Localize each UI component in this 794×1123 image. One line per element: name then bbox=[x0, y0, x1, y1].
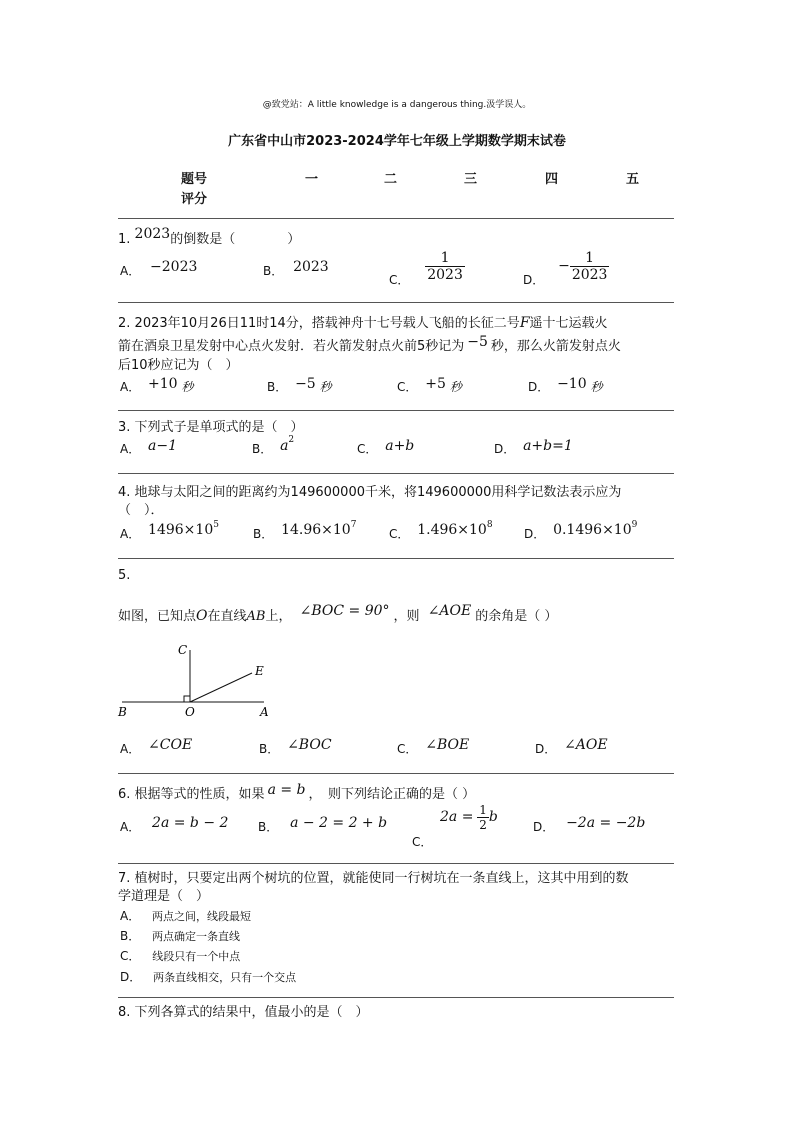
option-b[interactable]: B． −5 秒 bbox=[267, 376, 332, 394]
option-a[interactable]: A． $1496\times 10^5$ bbox=[120, 520, 219, 541]
score-label-score: 评分 bbox=[181, 192, 208, 207]
question-stem: 的倒数是（ ） bbox=[170, 232, 301, 247]
divider bbox=[118, 473, 674, 474]
option-c[interactable]: C． 线段只有一个中点 bbox=[120, 949, 241, 963]
option-d[interactable]: D． a+b=1 bbox=[494, 438, 573, 456]
score-col-3: 三 bbox=[464, 172, 478, 187]
option-c[interactable]: C． 2a = $\frac{1}{2}$ b bbox=[412, 803, 498, 849]
option-a[interactable]: A． a−1 bbox=[120, 438, 178, 456]
page-title: 广东省中山市2023-2024学年七年级上学期数学期末试卷 bbox=[228, 134, 566, 149]
option-a[interactable]: A． −2023 bbox=[120, 259, 198, 278]
option-d[interactable]: D． − $\frac{1}{2023}$ bbox=[523, 250, 608, 287]
divider bbox=[118, 218, 674, 219]
option-d[interactable]: D． −2a = −2b bbox=[533, 815, 646, 834]
option-a[interactable]: A． 两点之间，线段最短 bbox=[120, 909, 252, 923]
score-col-5: 五 bbox=[626, 172, 640, 187]
option-c[interactable]: C． ∠BOE bbox=[397, 737, 470, 756]
option-b[interactable]: B． a − 2 = 2 + b bbox=[258, 815, 388, 834]
right-angle-mark bbox=[184, 696, 190, 702]
divider bbox=[118, 302, 674, 303]
option-b[interactable]: B． ∠BOC bbox=[259, 737, 332, 756]
option-c[interactable]: C． $1.496\times 10^8$ bbox=[389, 520, 493, 541]
question-number: 1. bbox=[118, 232, 131, 247]
option-b[interactable]: B． $14.96\times 10^7$ bbox=[253, 520, 357, 541]
ray-oe bbox=[190, 673, 252, 702]
label-o: O bbox=[185, 705, 195, 719]
divider bbox=[118, 410, 674, 411]
option-a[interactable]: A． +10 秒 bbox=[120, 376, 194, 394]
option-c[interactable]: C． +5 秒 bbox=[397, 376, 462, 394]
question-math: 2023 bbox=[134, 226, 171, 242]
score-label-question: 题号 bbox=[181, 172, 208, 187]
option-b[interactable]: B． 2023 bbox=[263, 259, 329, 278]
geometry-figure bbox=[112, 640, 282, 720]
divider bbox=[118, 558, 674, 559]
label-b: B bbox=[118, 705, 127, 719]
option-c[interactable]: C． a+b bbox=[357, 438, 415, 456]
header-motto: @致党站：A little knowledge is a dangerous thing.汲学误人。 bbox=[262, 100, 532, 110]
score-col-2: 二 bbox=[384, 172, 398, 187]
option-d[interactable]: D． ∠AOE bbox=[535, 737, 608, 756]
option-c[interactable]: C． $\frac{1}{2023}$ bbox=[389, 250, 463, 287]
divider bbox=[118, 773, 674, 774]
option-b[interactable]: B． 两点确定一条直线 bbox=[120, 929, 241, 943]
divider bbox=[118, 997, 674, 998]
label-e: E bbox=[255, 664, 264, 678]
option-d[interactable]: D． −10 秒 bbox=[528, 376, 603, 394]
score-col-4: 四 bbox=[545, 172, 559, 187]
option-d[interactable]: D． $0.1496\times 10^9$ bbox=[524, 520, 638, 541]
label-c: C bbox=[178, 643, 188, 657]
label-a: A bbox=[260, 705, 269, 719]
score-col-1: 一 bbox=[305, 172, 319, 187]
option-d[interactable]: D． 两条直线相交，只有一个交点 bbox=[120, 970, 297, 984]
option-b[interactable]: B． $a^2$ bbox=[252, 435, 295, 456]
option-a[interactable]: A． 2a = b − 2 bbox=[120, 815, 229, 834]
divider bbox=[118, 863, 674, 864]
option-a[interactable]: A． ∠COE bbox=[120, 737, 193, 756]
